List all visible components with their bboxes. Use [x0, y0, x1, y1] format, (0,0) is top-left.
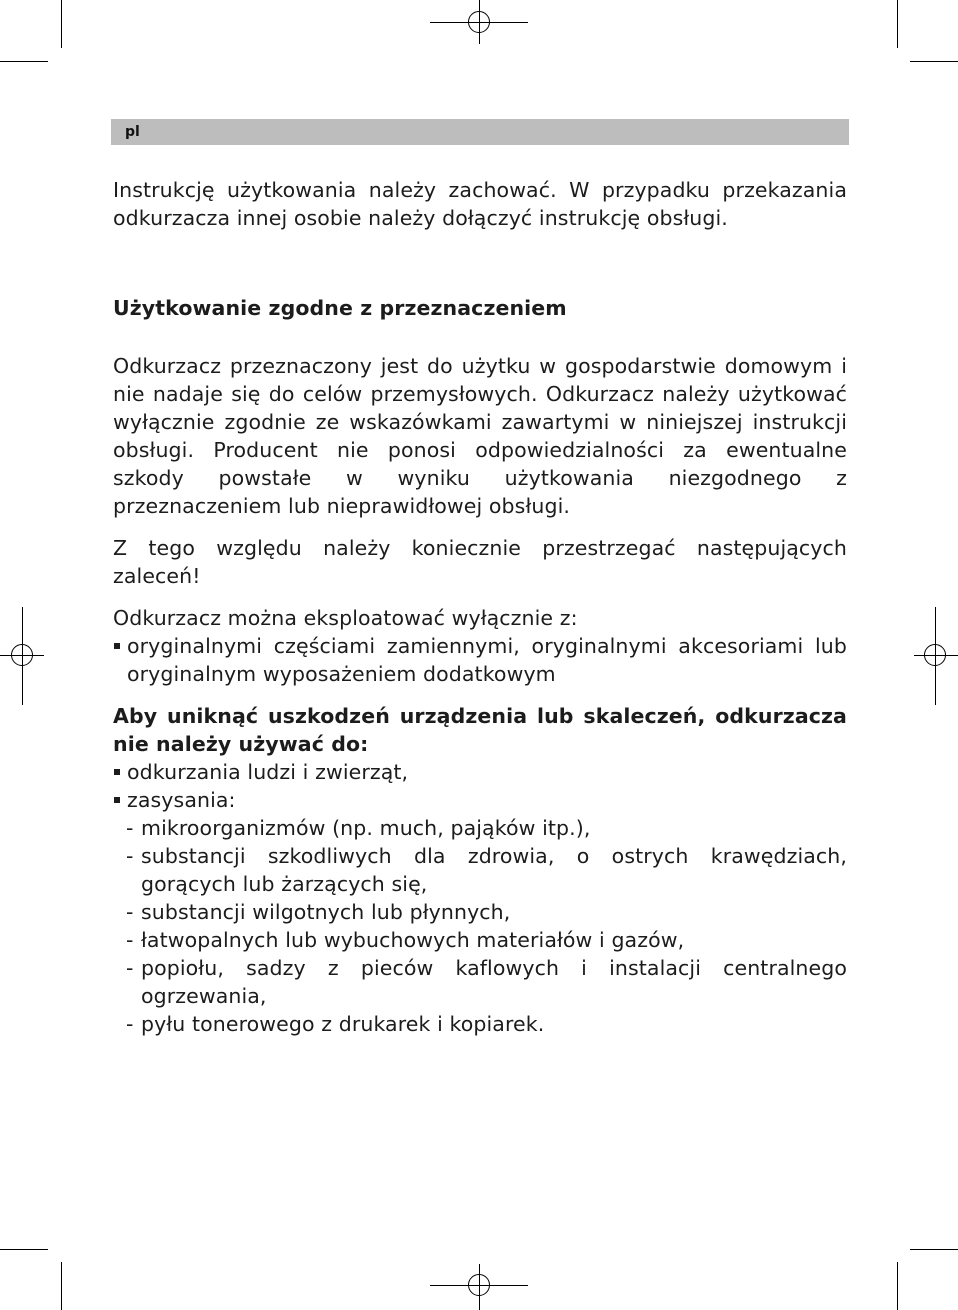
section-heading: Użytkowanie zgodne z przeznaczeniem: [113, 296, 567, 320]
language-code: pl: [125, 124, 140, 140]
crop-mark: [61, 1262, 62, 1310]
crop-mark: [910, 1249, 958, 1250]
language-header-bar: [111, 119, 849, 145]
list-item: [113, 786, 847, 814]
registration-circle: [11, 644, 33, 666]
usage-list: [113, 632, 847, 688]
crop-mark: [0, 1249, 48, 1250]
list-item: - substancji wilgotnych lub płynnych,: [113, 898, 847, 926]
crop-mark: [897, 0, 898, 48]
list-item: oryginalnymi częściami zamiennymi, oryginalnymi akcesoriami lub oryginalnym wyposażeniem dodatkowym: [113, 632, 847, 688]
registration-circle: [468, 11, 490, 33]
crop-mark: [897, 1262, 898, 1310]
list-item: odkurzania ludzi i zwierząt,: [113, 758, 847, 786]
crop-mark: [910, 61, 958, 62]
intro-paragraph: Instrukcję użytkowania należy zachować. W przypadku przekazania odkurzacza innej osobie należy dołączyć instrukcję obsługi.: [113, 178, 847, 230]
list-item: - mikroorganizmów (np. much, pająków itp.),: [113, 814, 847, 842]
manual-content: [113, 176, 847, 1038]
crop-mark: [0, 61, 48, 62]
list-item: - popiołu, sadzy z pieców kaflowych i instalacji centralnego ogrzewania,: [113, 954, 847, 1010]
usage-intro: Odkurzacz można eksploatować wyłącznie z:: [113, 606, 578, 630]
crop-mark: [61, 0, 62, 48]
forbidden-list: [113, 758, 847, 814]
list-item: - pyłu tonerowego z drukarek i kopiarek.: [113, 1010, 847, 1038]
suction-list: [113, 814, 847, 1038]
intended-use-paragraph: Odkurzacz przeznaczony jest do użytku w gospodarstwie domowym i nie nadaje się do celów przemysłowych. Odkurzacz należy użytkować wyłącznie zgodnie ze wskazówkami zawartymi w niniejszej instrukcji obsługi. Producent nie ponosi odpowiedzialności za ewentualne szkody powstałe w wyniku użytkowania niezgodnego z przeznaczeniem lub nieprawidłowej obsługi.: [113, 354, 847, 518]
warning-heading: Aby uniknąć uszkodzeń urządzenia lub skaleczeń, odkurzacza nie należy używać do:: [113, 704, 847, 756]
recommendations-paragraph: Z tego względu należy koniecznie przestrzegać następujących zaleceń!: [113, 536, 847, 588]
list-item: - łatwopalnych lub wybuchowych materiałów i gazów,: [113, 926, 847, 954]
registration-circle: [924, 644, 946, 666]
registration-circle: [468, 1274, 490, 1296]
list-item: - substancji szkodliwych dla zdrowia, o ostrych krawędziach, gorących lub żarzących się,: [113, 842, 847, 898]
list-item-label: zasysania:: [127, 788, 236, 812]
